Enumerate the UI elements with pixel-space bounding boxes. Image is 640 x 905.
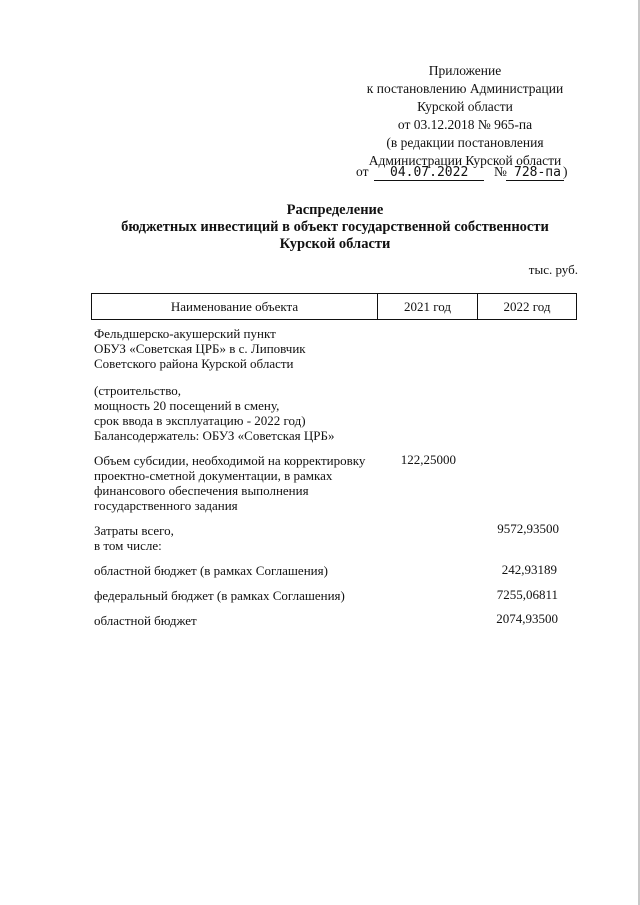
number-underline bbox=[506, 180, 564, 181]
federal-agreement-value-2022: 7255,06811 bbox=[496, 587, 558, 602]
units-label: тыс. руб. bbox=[528, 262, 578, 277]
regional-budget-label: областной бюджет bbox=[94, 613, 197, 628]
subsidy-label-line: государственного задания bbox=[94, 498, 238, 513]
regional-agreement-value-2022: 242,93189 bbox=[501, 562, 557, 577]
total-value-2022: 9572,93500 bbox=[497, 521, 559, 536]
doc-title-line2: бюджетных инвестиций в объект государственной собственности bbox=[121, 219, 549, 235]
object-name-line: ОБУЗ «Советская ЦРБ» в с. Липовчик bbox=[94, 341, 306, 356]
doc-title: Распределение bbox=[286, 202, 384, 218]
object-name-line: Советского района Курской области bbox=[94, 356, 294, 371]
appendix-line: от 03.12.2018 № 965-па bbox=[397, 117, 533, 132]
object-details-line: срок ввода в эксплуатацию - 2022 год) bbox=[94, 413, 306, 428]
subsidy-label-line: Объем субсидии, необходимой на корректировку bbox=[94, 453, 366, 468]
date-prefix: от bbox=[356, 164, 369, 179]
object-details-line: Балансодержатель: ОБУЗ «Советская ЦРБ» bbox=[94, 428, 335, 443]
appendix-line: Курской области bbox=[417, 99, 513, 114]
col-header-2021: 2021 год bbox=[404, 299, 451, 314]
regional-agreement-label: областной бюджет (в рамках Соглашения) bbox=[94, 563, 328, 578]
object-details-line: мощность 20 посещений в смену, bbox=[94, 398, 280, 413]
subsidy-label-line: проектно-сметной документации, в рамках bbox=[94, 468, 333, 483]
total-label-line: Затраты всего, bbox=[94, 523, 174, 538]
col-header-name: Наименование объекта bbox=[170, 299, 299, 314]
subsidy-label-line: финансового обеспечения выполнения bbox=[94, 483, 309, 498]
amendment-date: 04.07.2022 bbox=[390, 165, 469, 180]
object-details-line: (строительство, bbox=[94, 383, 182, 398]
appendix-line: (в редакции постановления bbox=[386, 135, 544, 150]
appendix-line: Администрации Курской области bbox=[368, 153, 562, 168]
table-header bbox=[91, 293, 577, 320]
regional-budget-value-2022: 2074,93500 bbox=[496, 611, 558, 626]
object-name-line: Фельдшерско-акушерский пункт bbox=[94, 326, 276, 341]
closing-paren: ) bbox=[563, 164, 568, 179]
number-sign: № bbox=[494, 164, 507, 179]
appendix-line: к постановлению Администрации bbox=[366, 81, 564, 96]
subsidy-value-2021: 122,25000 bbox=[400, 452, 456, 467]
federal-agreement-label: федеральный бюджет (в рамках Соглашения) bbox=[94, 588, 345, 603]
col-header-2022: 2022 год bbox=[503, 299, 551, 314]
doc-title-line3: Курской области bbox=[279, 236, 391, 252]
total-label-line: в том числе: bbox=[94, 538, 162, 553]
appendix-line: Приложение bbox=[428, 63, 502, 78]
amendment-date-line bbox=[356, 164, 586, 182]
date-underline bbox=[374, 180, 484, 181]
amendment-number: 728-па bbox=[514, 165, 561, 180]
